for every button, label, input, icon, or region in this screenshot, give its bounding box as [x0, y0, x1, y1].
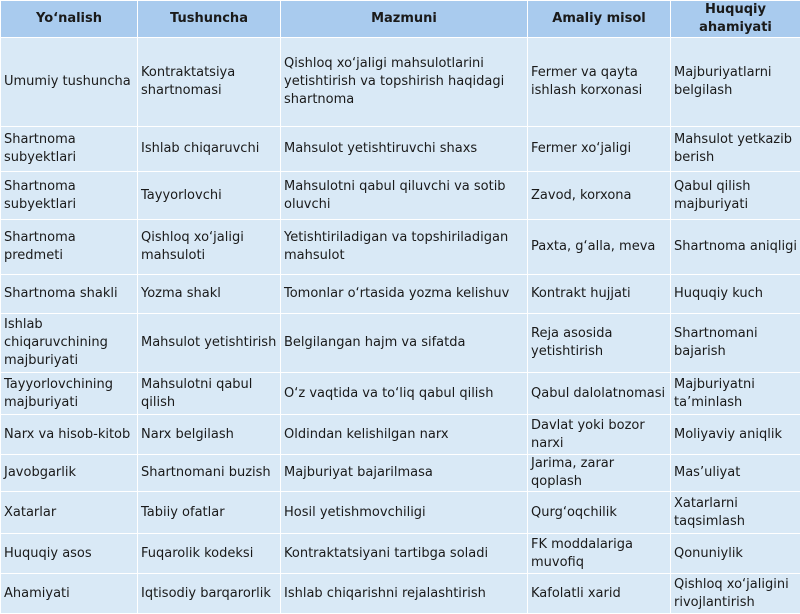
table-cell: Qonuniylik	[671, 534, 800, 574]
table-cell: Qurg‘oqchilik	[528, 492, 671, 534]
table-row	[1, 415, 800, 455]
table-body	[1, 38, 800, 614]
table-cell: Belgilangan hajm va sifatda	[281, 314, 528, 373]
table-cell: Mahsulot yetkazib berish	[671, 127, 800, 172]
table-cell: Hosil yetishmovchiligi	[281, 492, 528, 534]
table-cell: Shartnomani bajarish	[671, 314, 800, 373]
table-cell: Qishloq xo‘jaligini rivojlantirish	[671, 574, 800, 614]
table-cell: Majburiyatni ta’minlash	[671, 373, 800, 415]
table-row	[1, 172, 800, 220]
table-cell: Majburiyat bajarilmasa	[281, 455, 528, 492]
table-cell: Zavod, korxona	[528, 172, 671, 220]
table-cell: Fermer xo‘jaligi	[528, 127, 671, 172]
table-row	[1, 574, 800, 614]
column-header-mazmuni: Mazmuni	[281, 1, 528, 38]
column-header-tushuncha: Tushuncha	[138, 1, 281, 38]
table-cell: Ishlab chiqaruvchining majburiyati	[1, 314, 138, 373]
table-cell: Mahsulotni qabul qiluvchi va sotib oluvchi	[281, 172, 528, 220]
table-cell: Moliyaviy aniqlik	[671, 415, 800, 455]
table-cell: Kontraktatsiya shartnomasi	[138, 38, 281, 127]
table-cell: Yozma shakl	[138, 275, 281, 314]
table-cell: Tayyorlovchining majburiyati	[1, 373, 138, 415]
table-cell: Qabul qilish majburiyati	[671, 172, 800, 220]
table-row	[1, 38, 800, 127]
column-header-amaliy-misol: Amaliy misol	[528, 1, 671, 38]
table-cell: Fuqarolik kodeksi	[138, 534, 281, 574]
table-cell: Iqtisodiy barqarorlik	[138, 574, 281, 614]
table-cell: O‘z vaqtida va to‘liq qabul qilish	[281, 373, 528, 415]
table-cell: Qishloq xo‘jaligi mahsulotlarini yetishtirish va topshirish haqidagi shartnoma	[281, 38, 528, 127]
table-cell: Ishlab chiqaruvchi	[138, 127, 281, 172]
table-cell: Kafolatli xarid	[528, 574, 671, 614]
table-cell: Ishlab chiqarishni rejalashtirish	[281, 574, 528, 614]
table-cell: Narx belgilash	[138, 415, 281, 455]
table-cell: Kontrakt hujjati	[528, 275, 671, 314]
table-cell: Shartnomani buzish	[138, 455, 281, 492]
table-cell: Davlat yoki bozor narxi	[528, 415, 671, 455]
table-cell: Yetishtiriladigan va topshiriladigan mahsulot	[281, 220, 528, 275]
table-cell: Kontraktatsiyani tartibga soladi	[281, 534, 528, 574]
table-cell: Paxta, g‘alla, meva	[528, 220, 671, 275]
table-cell: Mahsulotni qabul qilish	[138, 373, 281, 415]
table-cell: Shartnoma subyektlari	[1, 172, 138, 220]
table-cell: Tomonlar o‘rtasida yozma kelishuv	[281, 275, 528, 314]
table-row	[1, 373, 800, 415]
column-header-huquqiy-ahamiyati: Huquqiy ahamiyati	[671, 1, 800, 38]
table-cell: Xatarlarni taqsimlash	[671, 492, 800, 534]
table-cell: Qabul dalolatnomasi	[528, 373, 671, 415]
table-row	[1, 275, 800, 314]
table-cell: Mahsulot yetishtiruvchi shaxs	[281, 127, 528, 172]
table-row	[1, 455, 800, 492]
table-cell: Shartnoma predmeti	[1, 220, 138, 275]
table-cell: Huquqiy asos	[1, 534, 138, 574]
table-row	[1, 314, 800, 373]
table-cell: Qishloq xo‘jaligi mahsuloti	[138, 220, 281, 275]
table-cell: Shartnoma shakli	[1, 275, 138, 314]
table-cell: Shartnoma aniqligi	[671, 220, 800, 275]
table-cell: Shartnoma subyektlari	[1, 127, 138, 172]
table-row	[1, 220, 800, 275]
table-cell: Mahsulot yetishtirish	[138, 314, 281, 373]
table-cell: Narx va hisob-kitob	[1, 415, 138, 455]
table-cell: Majburiyatlarni belgilash	[671, 38, 800, 127]
table-cell: Oldindan kelishilgan narx	[281, 415, 528, 455]
table-header	[1, 1, 800, 38]
table-cell: Fermer va qayta ishlash korxonasi	[528, 38, 671, 127]
table-cell: Umumiy tushuncha	[1, 38, 138, 127]
table-cell: Tabiiy ofatlar	[138, 492, 281, 534]
table-cell: Huquqiy kuch	[671, 275, 800, 314]
column-header-yonalish: Yo‘nalish	[1, 1, 138, 38]
table-row	[1, 127, 800, 172]
table-cell: FK moddalariga muvofiq	[528, 534, 671, 574]
table-cell: Xatarlar	[1, 492, 138, 534]
table-cell: Tayyorlovchi	[138, 172, 281, 220]
table-row	[1, 534, 800, 574]
table-cell: Reja asosida yetishtirish	[528, 314, 671, 373]
table-row	[1, 492, 800, 534]
table-cell: Jarima, zarar qoplash	[528, 455, 671, 492]
table-cell: Javobgarlik	[1, 455, 138, 492]
table-cell: Mas’uliyat	[671, 455, 800, 492]
header-row	[1, 1, 800, 38]
table-cell: Ahamiyati	[1, 574, 138, 614]
